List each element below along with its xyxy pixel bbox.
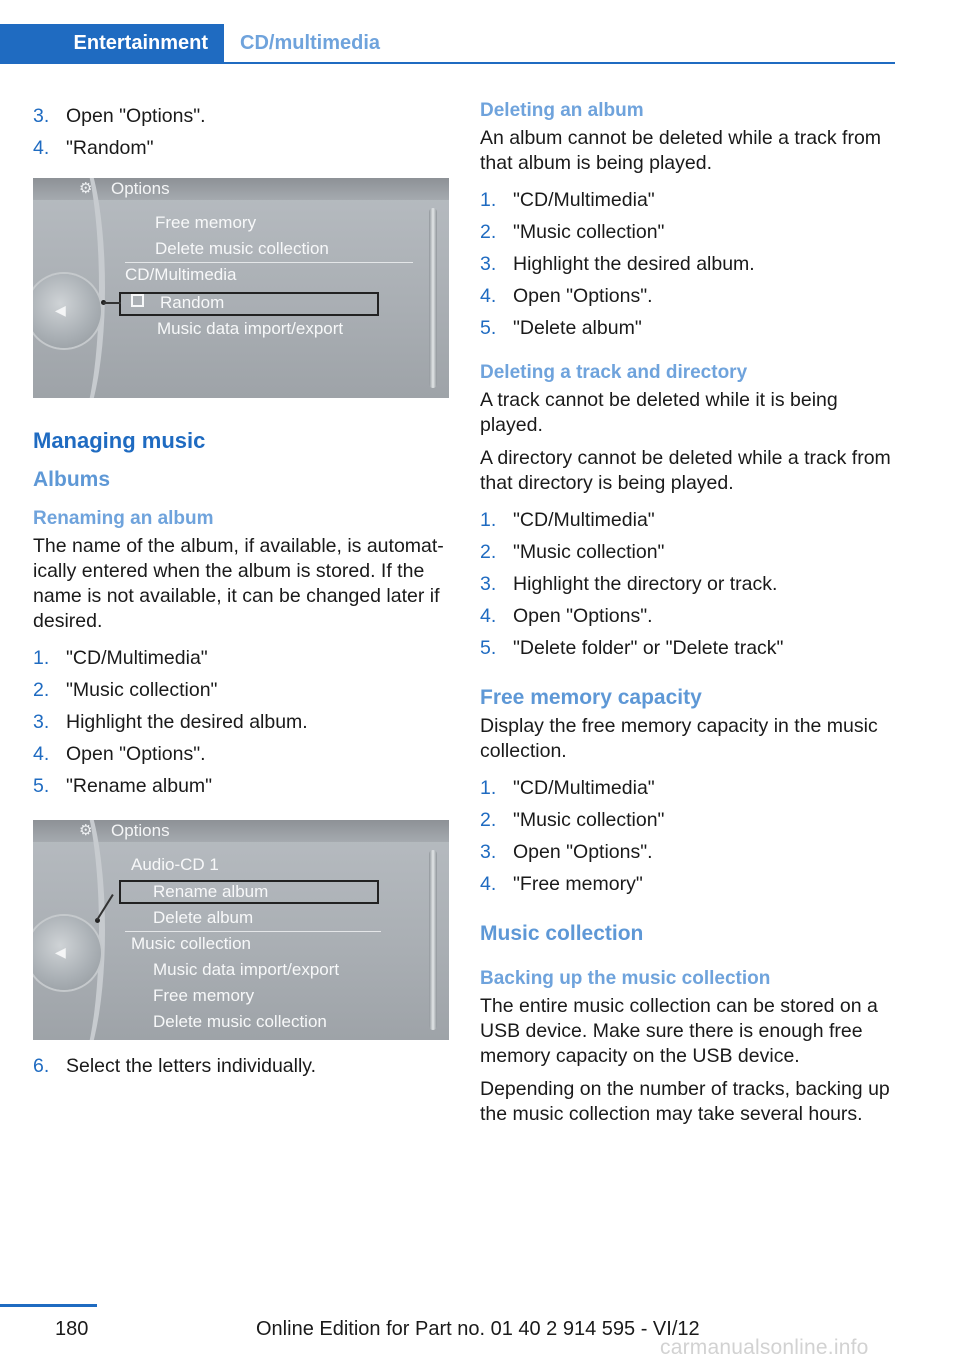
list-item: [480, 772, 898, 804]
menu-item-random-label: Random: [160, 293, 225, 312]
steps-top-list: [33, 100, 449, 164]
step-number: 5.: [33, 775, 50, 797]
footer-accent-line: [0, 1304, 97, 1307]
steps-after-list: [33, 1050, 449, 1082]
step-number: 2.: [33, 679, 50, 701]
paragraph-backing-2: Depending on the number of tracks, backing up the music collection may take several hours.: [480, 1078, 890, 1125]
step-number: 4.: [480, 605, 497, 627]
step-number: 1.: [480, 777, 497, 799]
paragraph-backing-1: The entire music collection can be stored on a USB device. Make sure there is enough free memory capacity on the USB device.: [480, 995, 878, 1067]
list-item: [480, 248, 898, 280]
step-number: 3.: [480, 253, 497, 275]
step-number: 1.: [480, 189, 497, 211]
step-text: "Delete folder" or "Delete track": [513, 637, 784, 659]
header-tab-cd-multimedia[interactable]: CD/multimedia: [240, 32, 381, 54]
step-text: "Music collection": [66, 679, 218, 701]
step-number: 3.: [480, 573, 497, 595]
step-text: "CD/Multimedia": [513, 189, 655, 211]
step-number: 2.: [480, 809, 497, 831]
step-text: "CD/Multimedia": [513, 777, 655, 799]
step-text: "Delete album": [513, 317, 642, 339]
step-text: "Music collection": [513, 221, 665, 243]
step-text: "CD/Multimedia": [513, 509, 655, 531]
right-column: [480, 100, 898, 1135]
step-number: 4.: [480, 873, 497, 895]
paragraph-deleting-track-2: A directory cannot be deleted while a track from that directory is being played.: [480, 447, 891, 494]
arrow-left-icon: ◀: [55, 302, 66, 318]
step-number: 5.: [480, 317, 497, 339]
list-item: [33, 706, 449, 738]
list-item: [480, 312, 898, 344]
steps-rename-list: [33, 642, 449, 802]
options-screen-rename: [33, 820, 449, 1040]
step-text: "Free memory": [513, 873, 643, 895]
step-text: Open "Options".: [513, 841, 653, 863]
step-text: "Rename album": [66, 775, 213, 797]
step-text: Open "Options".: [513, 285, 653, 307]
heading-albums: Albums: [33, 468, 111, 491]
step-text: "Random": [66, 137, 154, 159]
steps-free-memory-list: [480, 772, 898, 900]
paragraph-deleting-album: An album cannot be deleted while a track from that album is being played.: [480, 127, 882, 174]
menu-item-free-memory[interactable]: Free memory: [155, 213, 257, 232]
step-number: 4.: [33, 137, 50, 159]
page-header: [0, 24, 895, 64]
list-item: [33, 738, 449, 770]
options-icon: ⚙: [79, 180, 93, 197]
step-number: 5.: [480, 637, 497, 659]
screen-title: Options: [111, 179, 170, 198]
list-item: [33, 100, 449, 132]
menu-item-delete-music-collection[interactable]: Delete music collection: [155, 239, 329, 258]
list-item: [480, 632, 898, 664]
step-number: 4.: [33, 743, 50, 765]
step-number: 6.: [33, 1055, 50, 1077]
step-text: "Music collection": [513, 541, 665, 563]
step-text: "Music collection": [513, 809, 665, 831]
menu-item-music-data-import-export[interactable]: Music data import/export: [153, 960, 340, 979]
options-icon: ⚙: [79, 822, 93, 839]
step-number: 1.: [33, 647, 50, 669]
list-item: [480, 536, 898, 568]
paragraph-free-memory: Display the free memory capacity in the music collection.: [480, 715, 878, 762]
step-text: Open "Options".: [513, 605, 653, 627]
list-item: [480, 600, 898, 632]
heading-managing-music: Managing music: [33, 428, 206, 453]
menu-divider: [125, 931, 381, 932]
step-text: Open "Options".: [66, 743, 206, 765]
list-item: [33, 132, 449, 164]
list-item: [33, 674, 449, 706]
pointer-line: [103, 302, 121, 304]
menu-section-cd-multimedia: CD/Multimedia: [125, 265, 237, 284]
menu-item-music-data-import-export[interactable]: Music data import/export: [157, 319, 344, 338]
list-item: [480, 280, 898, 312]
paragraph-deleting-track-1: A track cannot be deleted while it is being played.: [480, 389, 838, 436]
list-item: [33, 770, 449, 802]
heading-deleting-album: Deleting an album: [480, 100, 644, 121]
screen-title: Options: [111, 821, 170, 840]
step-number: 4.: [480, 285, 497, 307]
menu-section-music-collection: Music collection: [131, 934, 251, 953]
arrow-left-icon: ◀: [55, 944, 66, 960]
options-screen-random: [33, 178, 449, 398]
step-number: 1.: [480, 509, 497, 531]
step-text: "CD/Multimedia": [66, 647, 208, 669]
page-number: 180: [55, 1318, 89, 1340]
list-item: [480, 836, 898, 868]
step-number: 3.: [33, 711, 50, 733]
list-item: [480, 568, 898, 600]
steps-delete-track-list: [480, 504, 898, 664]
paragraph-renaming: The name of the album, if available, is automat‐ically entered when the album is stored. If the name is not available, it can be changed later if desired.: [33, 535, 444, 632]
step-number: 2.: [480, 541, 497, 563]
list-item: [33, 642, 449, 674]
step-number: 2.: [480, 221, 497, 243]
menu-section-audio-cd: Audio-CD 1: [131, 855, 219, 874]
left-column: [33, 100, 449, 1088]
step-text: Open "Options".: [66, 105, 206, 127]
menu-item-delete-album[interactable]: Delete album: [153, 908, 254, 927]
step-number: 3.: [480, 841, 497, 863]
step-text: Select the letters individually.: [66, 1055, 317, 1077]
step-text: Highlight the directory or track.: [513, 573, 778, 595]
menu-item-delete-music-collection[interactable]: Delete music collection: [153, 1012, 327, 1031]
screen-scrollbar: [429, 850, 437, 1030]
heading-free-memory: Free memory capacity: [480, 686, 702, 709]
list-item: [480, 184, 898, 216]
heading-backing-up: Backing up the music collection: [480, 968, 771, 989]
heading-deleting-track: Deleting a track and directory: [480, 362, 748, 383]
list-item: [480, 216, 898, 248]
menu-item-random[interactable]: [131, 292, 224, 314]
list-item: [480, 504, 898, 536]
heading-renaming-album: Renaming an album: [33, 508, 214, 529]
step-text: Highlight the desired album.: [513, 253, 755, 275]
steps-delete-album-list: [480, 184, 898, 344]
list-item: [480, 804, 898, 836]
screen-scrollbar: [429, 208, 437, 388]
step-text: Highlight the desired album.: [66, 711, 308, 733]
list-item: [33, 1050, 449, 1082]
heading-music-collection: Music collection: [480, 922, 644, 945]
header-tab-entertainment[interactable]: Entertainment: [0, 24, 224, 62]
edition-text: Online Edition for Part no. 01 40 2 914 595 - VI/12: [256, 1318, 700, 1340]
menu-item-rename-album[interactable]: Rename album: [153, 882, 269, 901]
checkbox-icon: [131, 294, 144, 307]
step-number: 3.: [33, 105, 50, 127]
list-item: [480, 868, 898, 900]
menu-divider: [125, 262, 413, 263]
watermark: carmanualsonline.info: [660, 1336, 869, 1359]
menu-item-free-memory[interactable]: Free memory: [153, 986, 255, 1005]
